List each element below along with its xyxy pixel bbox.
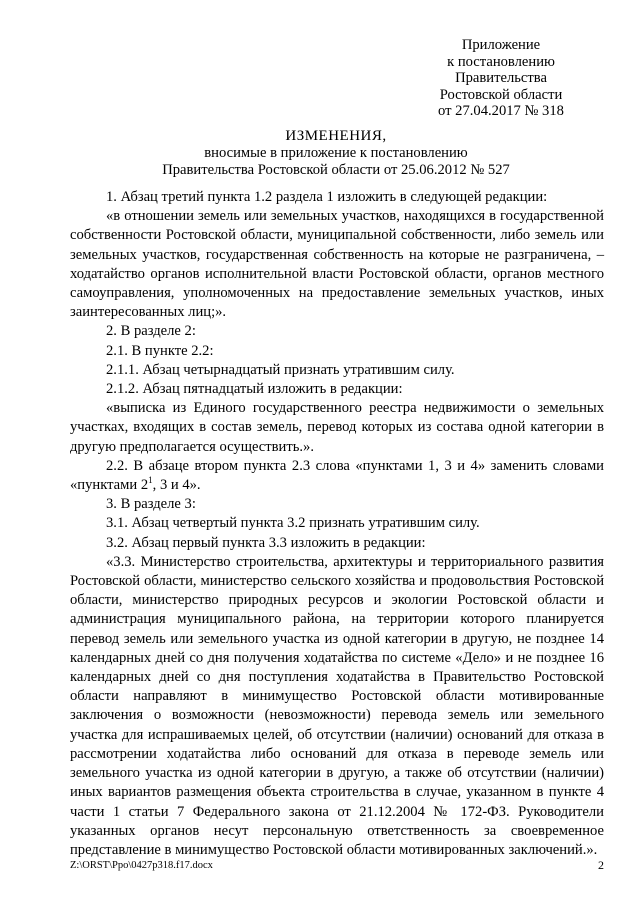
- paragraph-text: , 3 и 4».: [152, 477, 201, 494]
- paragraph-text: 2.2. В абзаце втором пункта 2.3 слова «пунктами 1, 3 и 4» заменить словами «пунктами 2: [70, 457, 604, 494]
- paragraph: 3.1. Абзац четвертый пункта 3.2 признать утратившим силу.: [106, 515, 480, 532]
- appendix-line: Приложение: [461, 37, 541, 53]
- paragraph: 2.1.2. Абзац пятнадцатый изложить в редакции:: [106, 381, 403, 398]
- page-number: 2: [598, 858, 604, 872]
- appendix-block: [412, 37, 590, 120]
- appendix-line: от 27.04.2017 № 318: [438, 103, 564, 120]
- file-path: Z:\ORST\Ppo\0427p318.f17.docx: [70, 860, 213, 871]
- paragraph: 2.1. В пункте 2.2:: [106, 342, 214, 359]
- paragraph: [70, 457, 604, 495]
- document-subtitle: вносимые в приложение к постановлению: [204, 145, 468, 161]
- document-subtitle: Правительства Ростовской области от 25.06.2012 № 527: [162, 162, 510, 178]
- document-body: [70, 188, 604, 860]
- paragraph: 3. В разделе 3:: [106, 496, 196, 513]
- appendix-line: Правительства: [455, 70, 547, 87]
- document-title: ИЗМЕНЕНИЯ,: [285, 128, 387, 144]
- appendix-line: к постановлению: [447, 53, 555, 70]
- paragraph: 1. Абзац третий пункта 1.2 раздела 1 изложить в следующей редакции:: [106, 189, 548, 205]
- paragraph: «выписка из Единого государственного реестра недвижимости о земельных участках, входящих в состав земель, перевод которых из состава одной категории в другую предполагается осуществить.».: [70, 400, 604, 455]
- paragraph: 2. В разделе 2:: [106, 323, 196, 340]
- paragraph: 3.2. Абзац первый пункта 3.3 изложить в редакции:: [106, 534, 426, 551]
- superscript: 1: [148, 475, 153, 486]
- paragraph: 2.1.1. Абзац четырнадцатый признать утратившим силу.: [106, 361, 455, 378]
- appendix-line: Ростовской области: [439, 86, 563, 103]
- document-heading: [70, 128, 602, 179]
- paragraph: «в отношении земель или земельных участков, находящихся в государственной собственности Ростовской области, муниципальной собственности, либо земель или земельных участков, государственная собственность на которые не разграничена, – ходатайство органов исполнительной власти Ростовской области, органов местного самоуправления, уполномоченных на предоставление земельных участков, иных заинтересованных лиц;».: [70, 208, 604, 321]
- paragraph: «3.3. Министерство строительства, архитектуры и территориального развития Ростовской области, министерство сельского хозяйства и продовольствия Ростовской области, министерство природных ресурсов и экологии Ростовской области и администрация муниципального района, на территории которого планируется перевод земель или земельного участка из одной категории в другую, не позднее 14 календарных дней со дня получения ходатайства по системе «Дело» и не позднее 16 календарных дней со дня поступления ходатайства в Правительство Ростовской области направляют в минимущество Ростовской области мотивированные заключения о возможности (невозможности) перевода земель или земельного участка для испрашиваемых целей, об отсутствии (наличии) оснований для отказа в рассмотрении ходатайства либо оснований для отказа в переводе земель или земельного участка из одной категории в другую, а также об отсутствии (наличии) иных вариантов размещения объекта строительства в случае, указанном в пункте 4 части 1 статьи 7 Федерального закона от 21.12.2004 № 172-ФЗ. Руководители указанных органов несут персональную ответственность за своевременное представление в минимущество Ростовской области мотивированных заключений.».: [70, 553, 604, 858]
